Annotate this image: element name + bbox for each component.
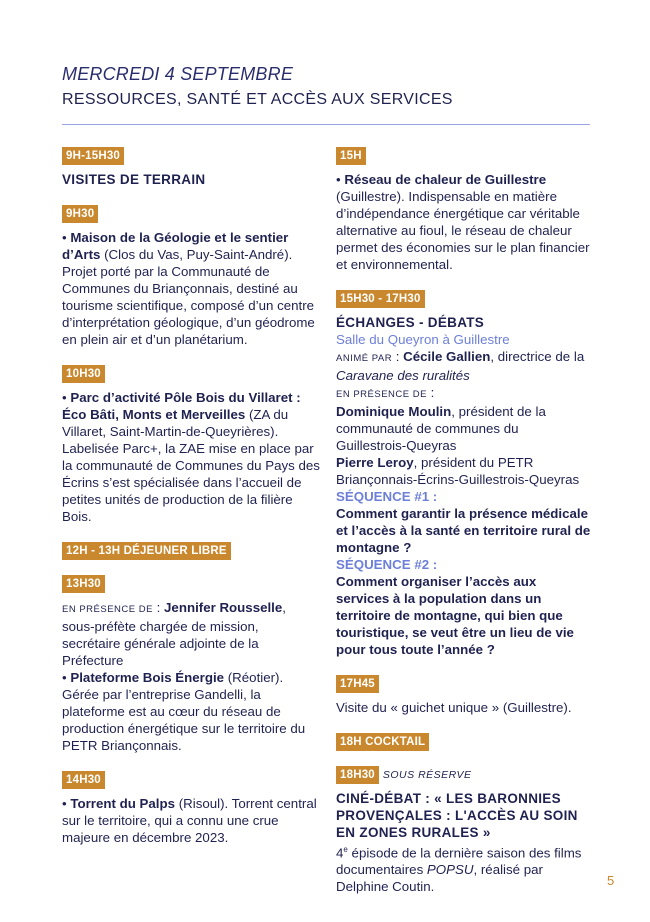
event-text: Visite du « guichet unique » (Guillestre). xyxy=(336,700,572,715)
episode-text: épisode de la dernière saison des films documentaires xyxy=(336,845,582,878)
venue: Salle du Queyron à Guillestre xyxy=(336,332,510,347)
animator-name: Cécile Gallien xyxy=(403,349,491,364)
time-tag: 9H-15H30 xyxy=(62,147,124,165)
anime-label: ANIMÉ PAR xyxy=(336,353,393,364)
event-reseau-chaleur xyxy=(336,146,592,273)
event-name: Réseau de chaleur de Guillestre xyxy=(344,172,547,187)
event-text: (Risoul). Torrent central sur le territoire, qui a connu une crue majeure en décembre 2023. xyxy=(62,796,317,845)
right-column xyxy=(336,146,592,911)
colon: : xyxy=(152,600,165,615)
event-pole-bois xyxy=(62,364,320,525)
event-text: (Réotier). Gérée par l’entreprise Gandelli, la plateforme est au cœur du réseau de production énergétique sur le territoire du PETR Briançonnais. xyxy=(62,670,306,753)
time-tag: 18H COCKTAIL xyxy=(336,733,429,751)
event-description: • Plateforme Bois Énergie (Réotier). Gérée par l’entreprise Gandelli, la plateforme est au cœur du réseau de production énergétique sur le territoire du PETR Briançonnais. xyxy=(62,670,306,753)
sequence-2-label: SÉQUENCE #2 : xyxy=(336,557,438,572)
event-echanges-debats xyxy=(336,289,592,658)
event-text: (Guillestre). Indispensable en matière d’indépendance énergétique car véritable alternative au fioul, le réseau de chaleur permet des économies sur le plan financier et environnemental. xyxy=(336,189,590,272)
event-guichet-unique xyxy=(336,674,592,716)
event-plateforme-bois xyxy=(62,574,320,754)
episode-text-end: , réalisé par Delphine Coutin. xyxy=(336,862,543,895)
left-column xyxy=(62,146,320,862)
time-tag: 12H - 13H DÉJEUNER LIBRE xyxy=(62,542,231,560)
event-name: Parc d’activité Pôle Bois du Villaret : Éco Bâti, Monts et Merveilles xyxy=(62,390,301,422)
event-maison-geologie xyxy=(62,204,320,348)
event-cocktail xyxy=(336,732,592,751)
episode-ordinal: e xyxy=(343,845,348,854)
page-number: 5 xyxy=(607,873,615,888)
event-title: ÉCHANGES - DÉBATS xyxy=(336,315,485,330)
episode-number: 4 xyxy=(336,845,344,861)
colon: : xyxy=(426,385,435,400)
time-tag: 15H xyxy=(336,147,366,165)
guest-1 xyxy=(336,403,592,454)
event-dejeuner xyxy=(62,541,320,560)
event-name: Plateforme Bois Énergie xyxy=(70,670,225,685)
person-name: Jennifer Rousselle xyxy=(164,600,283,615)
header-divider xyxy=(62,124,590,125)
animator-role: , directrice de la xyxy=(490,349,585,364)
event-cine-debat xyxy=(336,765,592,895)
page-header xyxy=(62,64,590,109)
presence-label: EN PRÉSENCE DE xyxy=(62,604,153,615)
event-description: • Maison de la Géologie et le sentier d’Arts (Clos du Vas, Puy-Saint-André). Projet porté par la Communauté de Communes du Briançonnais, destiné au tourisme scientifique, composé d’un centre d’interprétation géologique, d’un géodrome en plein air et d’un planétarium. xyxy=(62,230,315,347)
guest-2 xyxy=(336,454,592,488)
theme-heading: RESSOURCES, SANTÉ ET ACCÈS AUX SERVICES xyxy=(62,91,453,108)
event-name: Maison de la Géologie et le sentier d’Arts xyxy=(62,230,289,262)
time-tag: 15H30 - 17H30 xyxy=(336,290,425,308)
presence-line xyxy=(336,384,592,403)
animator-org: Caravane des ruralités xyxy=(336,368,470,383)
time-tag: 18H30 xyxy=(336,766,379,784)
reserve-note: SOUS RÉSERVE xyxy=(382,769,472,781)
presence-line xyxy=(62,599,320,669)
event-title: CINÉ-DÉBAT : « LES BARONNIES PROVENÇALES : L'ACCÈS AU SOIN EN ZONES RURALES » xyxy=(336,791,578,840)
guest-name: Pierre Leroy xyxy=(336,455,414,470)
colon: : xyxy=(392,349,404,364)
event-text: (ZA du Villaret, Saint-Martin-de-Queyrières). Labelisée Parc+, la ZAE mise en place par la communauté de Communes du Pays des Écrins s’est spécialisée dans l’accueil de petites unités de production de la filière Bois. xyxy=(62,407,320,524)
event-text: (Clos du Vas, Puy-Saint-André). Projet porté par la Communauté de Communes du Briançonnais, destiné au tourisme scientifique, composé d’un centre d’interprétation géologique, d’un géodrome en plein air et d’un planétarium. xyxy=(62,247,315,347)
guest-name: Dominique Moulin xyxy=(336,404,452,419)
person-role: , sous-préfète chargée de mission, secrétaire générale adjointe de la Préfecture xyxy=(62,600,286,668)
sequence-1-label: SÉQUENCE #1 : xyxy=(336,489,438,504)
event-description: • Torrent du Palps (Risoul). Torrent central sur le territoire, qui a connu une crue majeure en décembre 2023. xyxy=(62,796,317,845)
time-tag: 10H30 xyxy=(62,365,105,383)
event-description: • Réseau de chaleur de Guillestre (Guillestre). Indispensable en matière d’indépendance énergétique car véritable alternative au fioul, le réseau de chaleur permet des économies sur le plan financier et environnemental. xyxy=(336,172,590,272)
film-series: POPSU xyxy=(426,862,474,878)
event-torrent-palps xyxy=(62,770,320,846)
guest-role: , président du PETR Briançonnais-Écrins-Guillestrois-Queyras xyxy=(336,455,580,487)
event-description: • Parc d’activité Pôle Bois du Villaret : Éco Bâti, Monts et Merveilles (ZA du Villaret, Saint-Martin-de-Queyrières). Labelisée Parc+, la ZAE mise en place par la communauté de Communes du Pays des Écrins s’est spécialisée dans l’accueil de petites unités de production de la filière Bois. xyxy=(62,390,320,524)
guest-role: , président de la communauté de communes du Guillestrois-Queyras xyxy=(336,404,546,453)
event-title: VISITES DE TERRAIN xyxy=(62,172,206,187)
time-tag: 17H45 xyxy=(336,675,379,693)
event-name: Torrent du Palps xyxy=(70,796,176,811)
time-tag: 13H30 xyxy=(62,575,105,593)
time-tag: 9H30 xyxy=(62,205,98,223)
sequence-1-question: Comment garantir la présence médicale et l’accès à la santé en territoire rural de montagne ? xyxy=(336,506,591,555)
day-heading: MERCREDI 4 SEPTEMBRE xyxy=(62,64,294,84)
animator-line xyxy=(336,348,592,384)
presence-label: EN PRÉSENCE DE xyxy=(336,389,427,400)
time-tag: 14H30 xyxy=(62,771,105,789)
event-visites xyxy=(62,146,320,188)
episode-line xyxy=(336,841,592,895)
sequence-2-question: Comment organiser l’accès aux services à la population dans un territoire de montagne, qui bien que touristique, se veut être un lieu de vie pour tous toute l’année ? xyxy=(336,574,574,657)
